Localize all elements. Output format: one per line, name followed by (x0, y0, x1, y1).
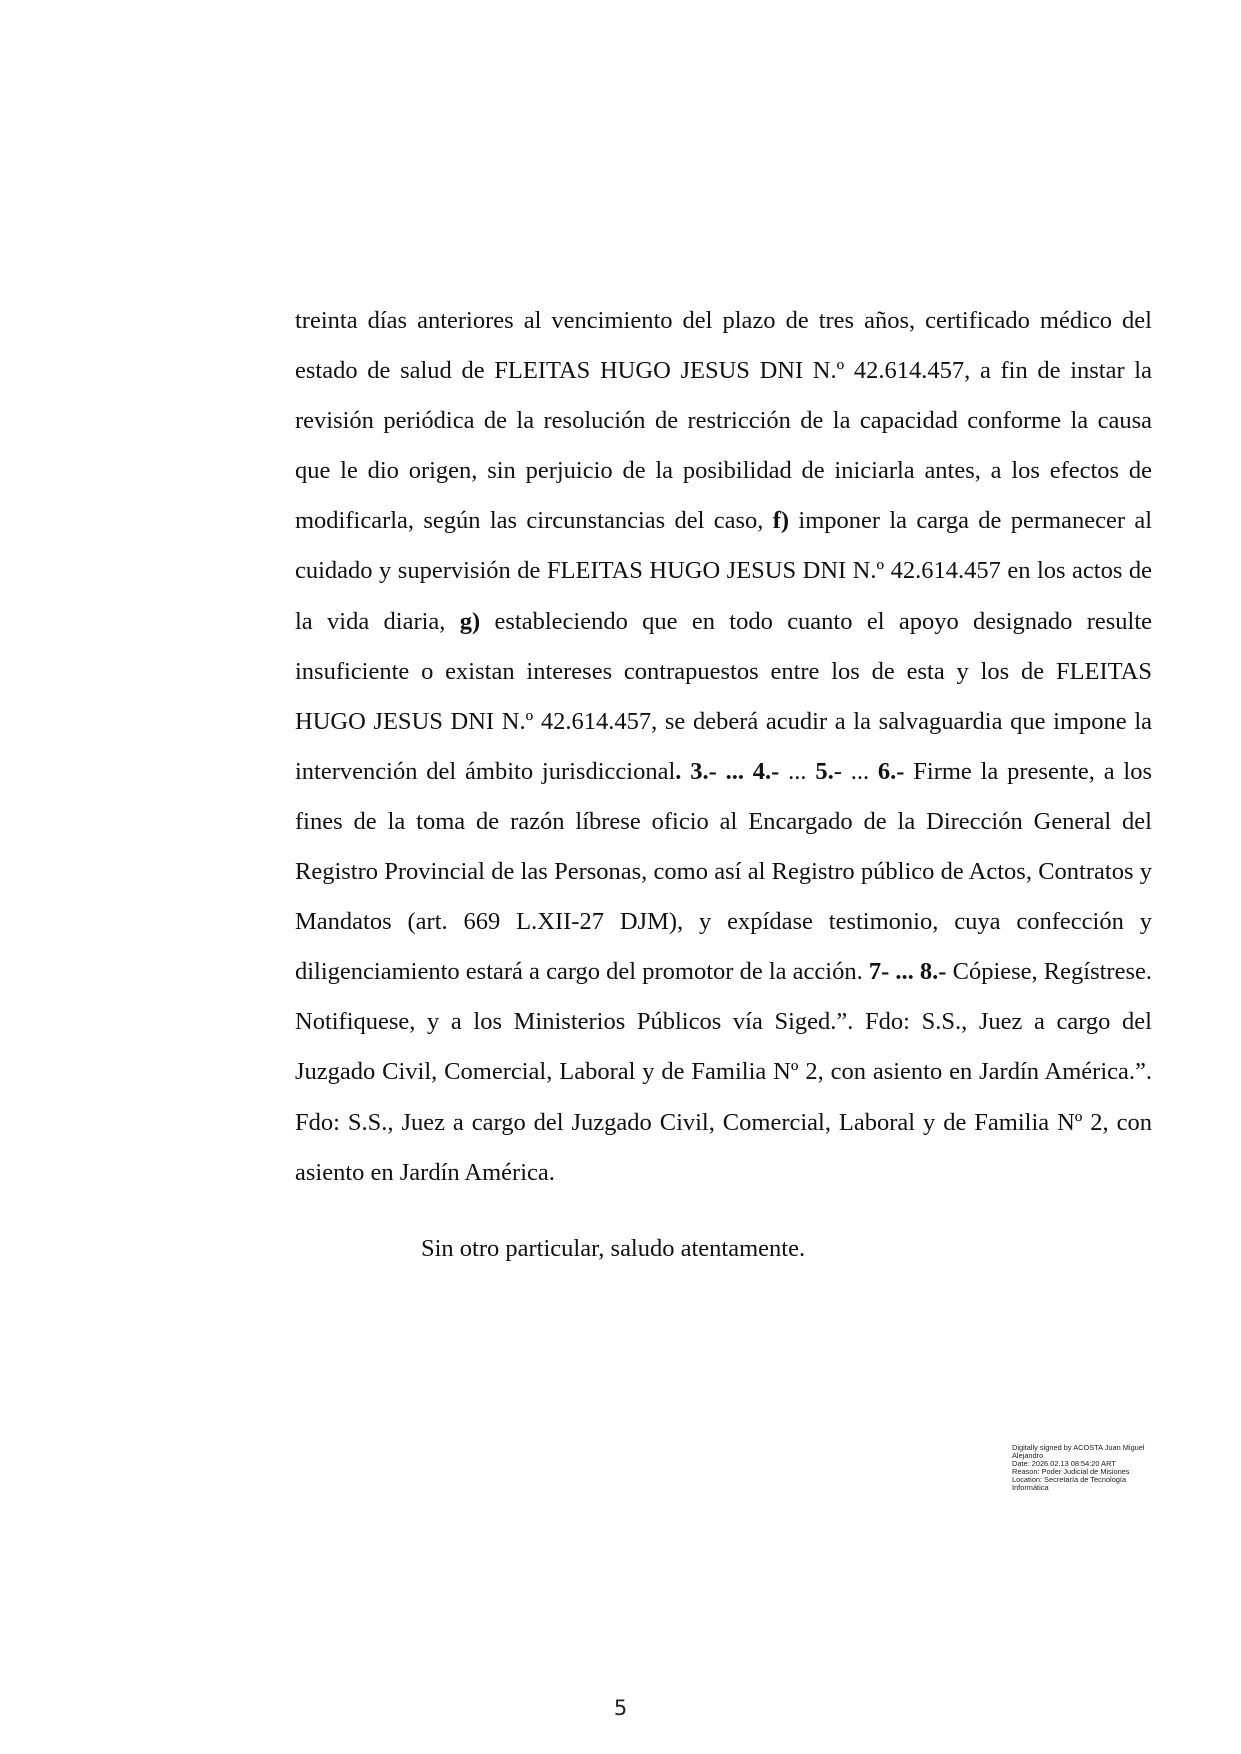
text-segment: ... (779, 757, 816, 785)
bold-segment: 6.- (877, 757, 905, 785)
text-segment: treinta días anteriores al vencimiento del plazo de tres años, certificado médico del estado de salud de FLEITAS HUGO JESUS DNI N.º 42.614.457, a fin de instar la revisión periódica de la resolución de restricción de la capacidad conforme la causa que le dio origen, sin perjuicio de la posibilidad de iniciarla antes, a los efectos de modificarla, según las circunstancias del caso, (295, 307, 1152, 535)
paragraph-text (295, 296, 1152, 1198)
signature-line-5: Location: Secretaría de Tecnología (1012, 1475, 1127, 1484)
text-segment: estableciendo que en todo cuanto el apoyo designado resulte insuficiente o existan intereses contrapuestos entre los de esta y los de FLEITAS HUGO JESUS DNI N.º 42.614.457, se deberá acudir a la salvaguardia que impone la intervención del ámbito jurisdiccional (295, 607, 1153, 785)
signature-line-1: Digitally signed by ACOSTA Juan Miguel (1012, 1443, 1145, 1452)
bold-segment: 7- ... 8.- (868, 958, 947, 986)
bold-segment: 5. (815, 757, 834, 785)
text-segment: Firme la presente, a los fines de la toma de razón líbrese oficio al Encargado de la Dirección General del Registro Provincial de las Personas, como así al Registro público de Actos, Contratos y Mandatos (art. 669 L.XII-27 DJM), y expídase testimonio, cuya confección y diligenciamiento estará a cargo del promotor de la acción. (295, 757, 1152, 986)
bold-segment: . 3.- ... 4.- (675, 757, 780, 785)
body-paragraph (295, 296, 1152, 1198)
signature-line-2: Alejandro (1012, 1451, 1044, 1460)
signature-line-3: Date: 2026.02.13 08:54:20 ART (1012, 1459, 1116, 1468)
text-segment: imponer la carga de permanecer al cuidado y supervisión de FLEITAS HUGO JESUS DNI N.º 42.614.457 en los actos de la vida diaria, (295, 507, 1153, 635)
closing-line: Sin otro particular, saludo atentamente. (421, 1235, 806, 1262)
page-number: 5 (613, 1696, 628, 1720)
bold-segment: f) (772, 507, 790, 535)
digital-signature-stamp (1012, 1444, 1172, 1492)
text-segment: - ... (833, 757, 878, 785)
signature-line-6: Informática (1012, 1483, 1049, 1492)
signature-line-4: Reason: Poder Judicial de Misiones (1012, 1467, 1130, 1476)
text-segment: Cópiese, Regístrese. Notifiquese, y a los Ministerios Públicos vía Siged.”. Fdo: S.S., Juez a cargo del Juzgado Civil, Comercial, Laboral y de Familia Nº 2, con asiento en Jardín América.”. Fdo: S.S., Juez a cargo del Juzgado Civil, Comercial, Laboral y de Familia Nº 2, con asiento en Jardín América. (295, 958, 1152, 1186)
bold-segment: g) (459, 607, 481, 635)
